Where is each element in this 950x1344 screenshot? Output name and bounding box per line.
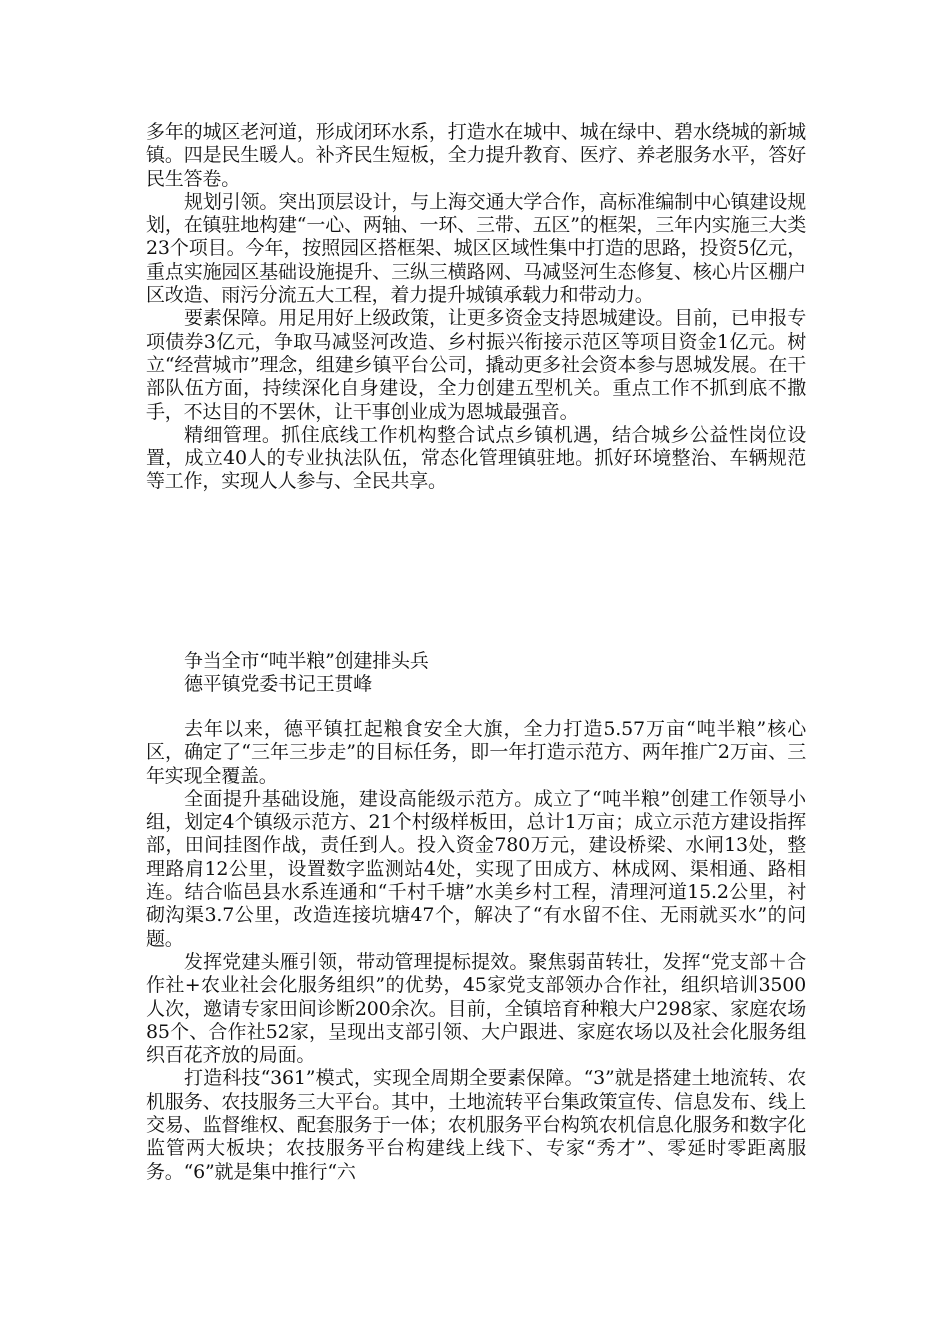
section-continued-text [146,121,806,494]
paragraph: 全面提升基础设施，建设高能级示范方。成立了“吨半粮”创建工作领导小组，划定4个镇级示范方、21个村级样板田，总计1万亩；成立示范方建设指挥部，田间挂图作战，责任到人。投入资金780万元，建设桥梁、水闸13处，整理路肩12公里，设置数字监测站4处，实现了田成方、林成网、渠相通、路相连。结合临邑县水系连通和“千村千塘”水美乡村工程，清理河道15.2公里，衬砌沟渠3.7公里，改造连接坑塘47个，解决了“有水留不住、无雨就买水”的问题。 [146,787,806,950]
paragraph: 打造科技“361”模式，实现全周期全要素保障。“3”就是搭建土地流转、农机服务、农技服务三大平台。其中，土地流转平台集政策宣传、信息发布、线上交易、监督维权、配套服务于一体；农机服务平台构筑农机信息化服务和数字化监管两大板块；农技服务平台构建线上线下、专家“秀才”、零延时零距离服务。“6”就是集中推行“六 [146,1067,806,1183]
article-body [146,718,806,1184]
paragraph: 规划引领。突出顶层设计，与上海交通大学合作，高标准编制中心镇建设规划，在镇驻地构建“一心、两轴、一环、三带、五区”的框架，三年内实施三大类23个项目。今年，按照园区搭框架、城区区域性集中打造的思路，投资5亿元，重点实施园区基础设施提升、三纵三横路网、马减竖河生态修复、核心片区棚户区改造、雨污分流五大工程，着力提升城镇承载力和带动力。 [146,190,806,307]
article-author: 德平镇党委书记王贯峰 [184,673,373,696]
paragraph: 要素保障。用足用好上级政策，让更多资金支持恩城建设。目前，已申报专项债券3亿元，争取马减竖河改造、乡村振兴衔接示范区等项目资金1亿元。树立“经营城市”理念，组建乡镇平台公司，撬动更多社会资本参与恩城发展。在干部队伍方面，持续深化自身建设，全力创建五型机关。重点工作不抓到底不撒手，不达目的不罢休，让干事创业成为恩城最强音。 [146,307,806,423]
paragraph: 精细管理。抓住底线工作机构整合试点乡镇机遇，结合城乡公益性岗位设置，成立40人的专业执法队伍，常态化管理镇驻地。抓好环境整治、车辆规范等工作，实现人人参与、全民共享。 [146,423,806,493]
paragraph: 发挥党建头雁引领，带动管理提标提效。聚焦弱苗转壮，发挥“党支部＋合作社+农业社会化服务组织”的优势，45家党支部领办合作社，组织培训3500人次，邀请专家田间诊断200余次。目前，全镇培育种粮大户298家、家庭农场85个、合作社52家，呈现出支部引领、大户跟进、家庭农场以及社会化服务组织百花齐放的局面。 [146,950,806,1067]
paragraph: 去年以来，德平镇扛起粮食安全大旗，全力打造5.57万亩“吨半粮”核心区，确定了“三年三步走”的目标任务，即一年打造示范方、两年推广2万亩、三年实现全覆盖。 [146,718,806,787]
paragraph: 多年的城区老河道，形成闭环水系，打造水在城中、城在绿中、碧水绕城的新城镇。四是民生暖人。补齐民生短板，全力提升教育、医疗、养老服务水平，答好民生答卷。 [146,121,806,190]
article-title: 争当全市“吨半粮”创建排头兵 [184,650,429,672]
article-heading [146,650,806,697]
